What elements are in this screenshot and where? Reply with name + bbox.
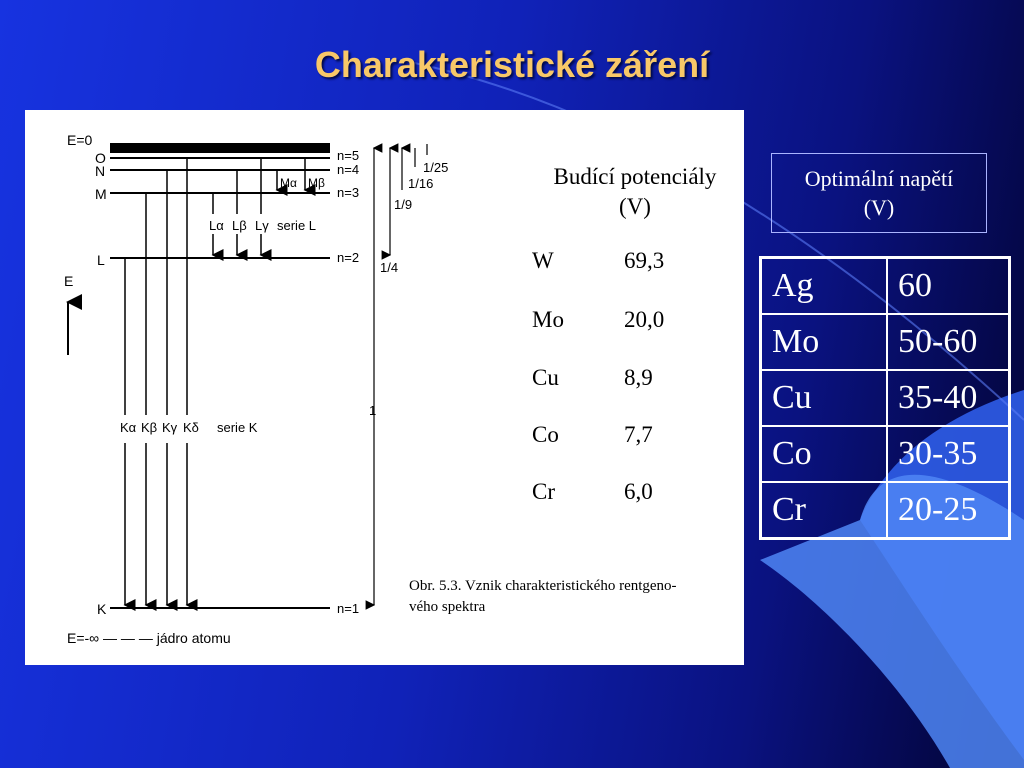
potential-row [532,479,762,509]
optimal-heading-line1: Optimální napětí [804,166,954,191]
k-gamma-label: Kγ [162,420,178,435]
series-l-label: serie L [277,218,317,233]
voltage-cell: 50-60 [887,314,1010,370]
level-label-n: N [95,163,106,179]
element-cell: Ag [761,258,888,315]
voltage-cell: 20-25 [887,482,1010,539]
level-n1: n=1 [337,601,360,616]
table-row [761,370,1010,426]
potentials-heading-line2: (V) [619,194,651,219]
potentials-heading-line1: Budící potenciály [553,164,717,189]
potential-row [532,307,762,337]
element-cell: Mo [761,314,888,370]
level-label-o: O [95,150,106,166]
level-label-l: L [97,252,105,268]
level-n4: n=4 [337,162,360,177]
level-n2: n=2 [337,250,360,265]
series-k-label: serie K [217,420,258,435]
level-n3: n=3 [337,185,360,200]
m-alpha-label: Mα [280,176,297,190]
potential-row [532,365,762,395]
table-row [761,426,1010,482]
voltage-cell: 35-40 [887,370,1010,426]
k-alpha-label: Kα [120,420,137,435]
k-delta-label: Kδ [183,420,199,435]
level-label-e0: E=0 [67,132,93,148]
l-alpha-label: Lα [209,218,224,233]
slide-title: Charakteristické záření [314,44,710,85]
potential-row [532,422,762,452]
potential-element: Cu [532,365,559,390]
level-line-e0 [110,143,330,153]
l-beta-label: Lβ [232,218,247,233]
table-row [761,258,1010,315]
element-cell: Cr [761,482,888,539]
potential-element: W [532,248,554,273]
element-cell: Co [761,426,888,482]
potential-value: 69,3 [624,248,665,273]
table-row [761,314,1010,370]
level-label-k: K [97,601,107,617]
optimal-heading-line2: (V) [863,195,895,220]
energy-level-figure [25,110,744,665]
fraction-25: 1/25 [423,160,449,175]
fraction-4: 1/4 [380,260,399,275]
potential-value: 7,7 [624,422,653,447]
fraction-9: 1/9 [394,197,413,212]
level-n5: n=5 [337,148,360,163]
excitation-potentials [505,162,765,504]
table-row [761,482,1010,539]
potential-value: 8,9 [624,365,653,390]
k-beta-label: Kβ [141,420,158,435]
caption-line2: vého spektra [409,599,486,615]
voltage-cell: 30-35 [887,426,1010,482]
potential-value: 20,0 [624,307,665,332]
fraction-16: 1/16 [408,176,434,191]
potential-value: 6,0 [624,479,653,504]
nucleus-label: E=-∞ — — — jádro atomu [67,630,231,646]
fraction-1: 1 [369,403,377,418]
optimal-voltage-table [759,256,1011,540]
voltage-cell: 60 [887,258,1010,315]
figure-caption [409,576,749,618]
optimal-voltage-heading [771,153,987,233]
level-label-m: M [95,186,107,202]
caption-line1: Obr. 5.3. Vznik charakteristického rentgeno- [409,578,677,594]
potential-element: Co [532,422,559,447]
potential-element: Mo [532,307,564,332]
m-beta-label: Mβ [308,176,325,190]
l-gamma-label: Lγ [255,218,269,233]
potential-row [532,248,762,278]
potential-element: Cr [532,479,555,504]
energy-axis-label: E [64,273,74,289]
element-cell: Cu [761,370,888,426]
